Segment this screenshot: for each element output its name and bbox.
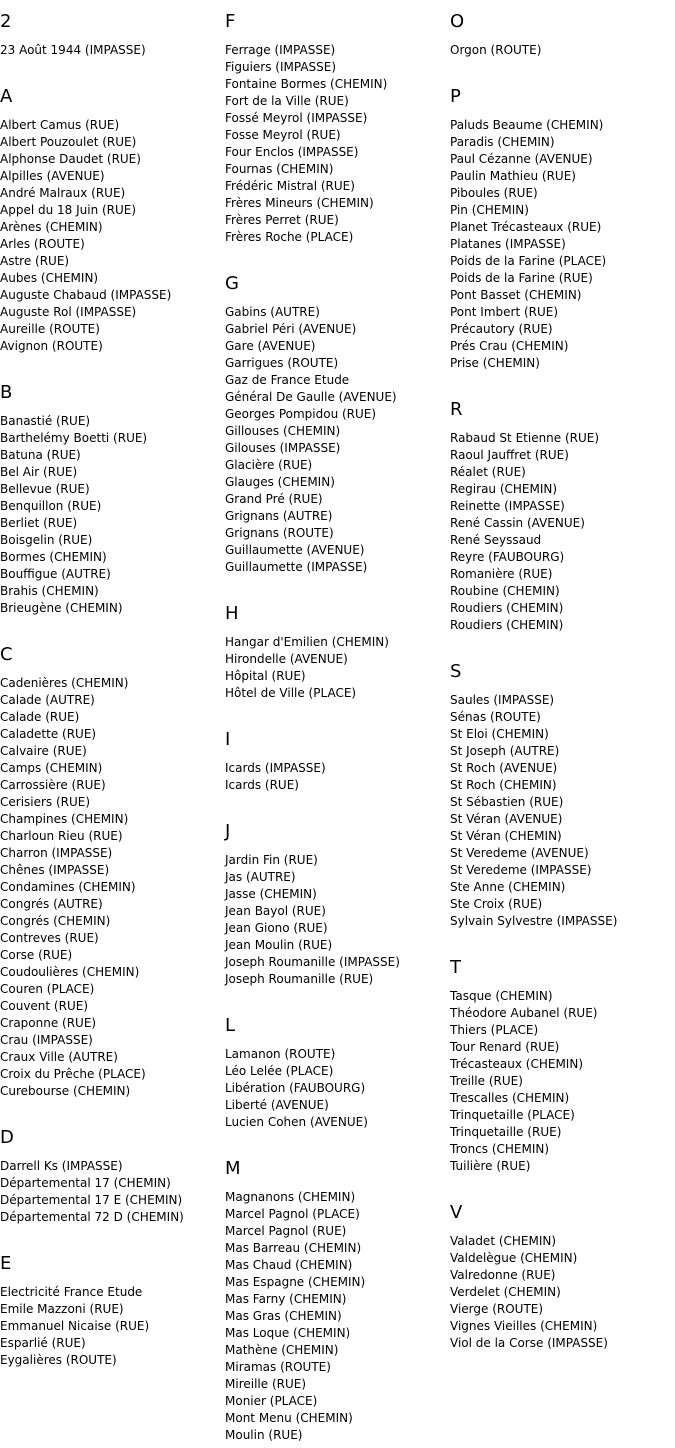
section-spacer bbox=[450, 372, 675, 398]
letter-section bbox=[450, 956, 675, 1175]
section-letter-heading: M bbox=[225, 1158, 241, 1179]
letter-section bbox=[0, 381, 222, 617]
street-entry: Craux Ville (AUTRE) bbox=[0, 1050, 118, 1064]
street-entry: Mas Chaud (CHEMIN) bbox=[225, 1258, 353, 1272]
street-entry: Jean Giono (RUE) bbox=[225, 921, 328, 935]
section-spacer bbox=[450, 930, 675, 956]
street-entry: Poids de la Farine (PLACE) bbox=[450, 254, 607, 268]
street-entry: Hôpital (RUE) bbox=[225, 669, 306, 683]
street-entry: Albert Pouzoulet (RUE) bbox=[0, 135, 137, 149]
street-entry: Jean Moulin (RUE) bbox=[225, 938, 333, 952]
street-entry: Grignans (AUTRE) bbox=[225, 509, 333, 523]
street-entry: Carrossière (RUE) bbox=[0, 778, 106, 792]
street-list bbox=[225, 42, 447, 246]
section-spacer bbox=[225, 246, 447, 272]
street-index-column-1 bbox=[0, 10, 222, 1369]
street-entry: Trinquetaille (PLACE) bbox=[450, 1108, 575, 1122]
street-entry: Lamanon (ROUTE) bbox=[225, 1047, 336, 1061]
street-entry: Astre (RUE) bbox=[0, 254, 70, 268]
section-letter-heading: S bbox=[450, 661, 462, 682]
street-entry: Four Enclos (IMPASSE) bbox=[225, 145, 359, 159]
street-entry: Eygalières (ROUTE) bbox=[0, 1353, 117, 1367]
street-entry: Chênes (IMPASSE) bbox=[0, 863, 110, 877]
street-entry: Mireille (RUE) bbox=[225, 1377, 307, 1391]
section-letter-heading: P bbox=[450, 86, 461, 107]
street-entry: Valredonne (RUE) bbox=[450, 1268, 556, 1282]
street-list bbox=[225, 760, 447, 794]
section-spacer bbox=[225, 988, 447, 1014]
street-entry: St Sébastien (RUE) bbox=[450, 795, 564, 809]
letter-section bbox=[0, 643, 222, 1100]
street-entry: Mas Espagne (CHEMIN) bbox=[225, 1275, 366, 1289]
street-entry: Platanes (IMPASSE) bbox=[450, 237, 566, 251]
section-letter-heading: D bbox=[0, 1127, 14, 1148]
street-entry: Pont Imbert (RUE) bbox=[450, 305, 559, 319]
street-entry: Monier (PLACE) bbox=[225, 1394, 318, 1408]
letter-section bbox=[225, 10, 447, 246]
letter-section bbox=[225, 1157, 447, 1444]
street-entry: Bormes (CHEMIN) bbox=[0, 550, 107, 564]
section-letter-heading: H bbox=[225, 603, 239, 624]
street-entry: Mas Barreau (CHEMIN) bbox=[225, 1241, 362, 1255]
letter-section bbox=[0, 1252, 222, 1369]
street-entry: Ste Anne (CHEMIN) bbox=[450, 880, 566, 894]
street-entry: René Seyssaud bbox=[450, 533, 542, 547]
street-list bbox=[0, 413, 222, 617]
street-entry: Banastié (RUE) bbox=[0, 414, 91, 428]
street-entry: Reinette (IMPASSE) bbox=[450, 499, 565, 513]
street-entry: Esparlié (RUE) bbox=[0, 1336, 86, 1350]
street-list bbox=[225, 634, 447, 702]
street-entry: Général De Gaulle (AVENUE) bbox=[225, 390, 397, 404]
street-list bbox=[0, 675, 222, 1100]
section-spacer bbox=[450, 1175, 675, 1201]
street-list bbox=[225, 1189, 447, 1444]
street-entry: Benquillon (RUE) bbox=[0, 499, 102, 513]
street-list bbox=[450, 988, 675, 1175]
street-entry: Guillaumette (IMPASSE) bbox=[225, 560, 368, 574]
street-list bbox=[450, 1233, 675, 1352]
street-entry: Arles (ROUTE) bbox=[0, 237, 85, 251]
street-entry: Emile Mazzoni (RUE) bbox=[0, 1302, 124, 1316]
street-entry: Précautory (RUE) bbox=[450, 322, 553, 336]
street-entry: Alpilles (AVENUE) bbox=[0, 169, 105, 183]
section-spacer bbox=[450, 59, 675, 85]
section-spacer bbox=[0, 1100, 222, 1126]
street-entry: Avignon (ROUTE) bbox=[0, 339, 103, 353]
street-entry: Georges Pompidou (RUE) bbox=[225, 407, 377, 421]
street-entry: Fontaine Bormes (CHEMIN) bbox=[225, 77, 388, 91]
street-entry: Valadet (CHEMIN) bbox=[450, 1234, 557, 1248]
section-letter-heading: G bbox=[225, 273, 239, 294]
street-entry: Vignes Vieilles (CHEMIN) bbox=[450, 1319, 598, 1333]
street-entry: Tuilière (RUE) bbox=[450, 1159, 531, 1173]
street-entry: Glacière (RUE) bbox=[225, 458, 313, 472]
section-spacer bbox=[225, 576, 447, 602]
section-letter-heading: B bbox=[0, 382, 13, 403]
street-entry: Hirondelle (AVENUE) bbox=[225, 652, 348, 666]
street-entry: Paradis (CHEMIN) bbox=[450, 135, 555, 149]
street-entry: Magnanons (CHEMIN) bbox=[225, 1190, 356, 1204]
street-entry: Ste Croix (RUE) bbox=[450, 897, 543, 911]
street-entry: Cerisiers (RUE) bbox=[0, 795, 91, 809]
street-entry: Champines (CHEMIN) bbox=[0, 812, 129, 826]
street-entry: Regirau (CHEMIN) bbox=[450, 482, 558, 496]
street-entry: Albert Camus (RUE) bbox=[0, 118, 120, 132]
section-letter-heading: C bbox=[0, 644, 13, 665]
street-entry: Guillaumette (AVENUE) bbox=[225, 543, 365, 557]
street-entry: Pin (CHEMIN) bbox=[450, 203, 529, 217]
section-spacer bbox=[225, 1131, 447, 1157]
street-entry: Brieugène (CHEMIN) bbox=[0, 601, 123, 615]
street-entry: Jas (AUTRE) bbox=[225, 870, 296, 884]
street-entry: Mas Farny (CHEMIN) bbox=[225, 1292, 347, 1306]
street-index-column-2 bbox=[225, 10, 447, 1444]
street-entry: Roudiers (CHEMIN) bbox=[450, 601, 564, 615]
section-letter-heading: A bbox=[0, 86, 13, 107]
street-entry: Cadenières (CHEMIN) bbox=[0, 676, 129, 690]
street-list bbox=[225, 1046, 447, 1131]
street-entry: Pont Basset (CHEMIN) bbox=[450, 288, 582, 302]
street-entry: Electricité France Etude bbox=[0, 1285, 143, 1299]
street-entry: Gillouses (CHEMIN) bbox=[225, 424, 341, 438]
street-list bbox=[450, 42, 675, 59]
street-entry: Marcel Pagnol (RUE) bbox=[225, 1224, 347, 1238]
street-entry: René Cassin (AVENUE) bbox=[450, 516, 585, 530]
street-entry: Planet Trécasteaux (RUE) bbox=[450, 220, 602, 234]
street-entry: Charron (IMPASSE) bbox=[0, 846, 113, 860]
street-entry: Coudoulières (CHEMIN) bbox=[0, 965, 140, 979]
street-entry: Mas Gras (CHEMIN) bbox=[225, 1309, 342, 1323]
street-entry: Sylvain Sylvestre (IMPASSE) bbox=[450, 914, 618, 928]
street-entry: Paulin Mathieu (RUE) bbox=[450, 169, 576, 183]
letter-section bbox=[225, 1014, 447, 1131]
street-entry: Frères Roche (PLACE) bbox=[225, 230, 354, 244]
letter-section bbox=[450, 398, 675, 634]
street-entry: Curebourse (CHEMIN) bbox=[0, 1084, 131, 1098]
street-entry: Bel Air (RUE) bbox=[0, 465, 78, 479]
street-entry: Congrés (CHEMIN) bbox=[0, 914, 111, 928]
street-entry: Prise (CHEMIN) bbox=[450, 356, 540, 370]
street-entry: Moulin (RUE) bbox=[225, 1428, 303, 1442]
section-spacer bbox=[0, 617, 222, 643]
street-entry: Paul Cézanne (AVENUE) bbox=[450, 152, 593, 166]
street-entry: Marcel Pagnol (PLACE) bbox=[225, 1207, 360, 1221]
street-entry: Arènes (CHEMIN) bbox=[0, 220, 103, 234]
section-spacer bbox=[0, 59, 222, 85]
street-list bbox=[450, 117, 675, 372]
street-entry: Léo Lelée (PLACE) bbox=[225, 1064, 334, 1078]
section-letter-heading: V bbox=[450, 1202, 463, 1223]
street-entry: Vierge (ROUTE) bbox=[450, 1302, 544, 1316]
street-entry: Glauges (CHEMIN) bbox=[225, 475, 335, 489]
street-entry: Théodore Aubanel (RUE) bbox=[450, 1006, 598, 1020]
street-entry: Tasque (CHEMIN) bbox=[450, 989, 553, 1003]
street-entry: Congrés (AUTRE) bbox=[0, 897, 103, 911]
street-entry: Croix du Prêche (PLACE) bbox=[0, 1067, 146, 1081]
street-list bbox=[0, 42, 222, 59]
street-entry: Raoul Jauffret (RUE) bbox=[450, 448, 569, 462]
section-letter-heading: L bbox=[225, 1015, 236, 1036]
street-entry: Trescalles (CHEMIN) bbox=[450, 1091, 570, 1105]
street-entry: Charloun Rieu (RUE) bbox=[0, 829, 123, 843]
street-entry: Miramas (ROUTE) bbox=[225, 1360, 331, 1374]
street-entry: St Joseph (AUTRE) bbox=[450, 744, 560, 758]
street-entry: Saules (IMPASSE) bbox=[450, 693, 555, 707]
street-entry: Paluds Beaume (CHEMIN) bbox=[450, 118, 604, 132]
section-spacer bbox=[450, 634, 675, 660]
street-entry: Treille (RUE) bbox=[450, 1074, 523, 1088]
street-entry: Roudiers (CHEMIN) bbox=[450, 618, 564, 632]
street-entry: Hangar d'Emilien (CHEMIN) bbox=[225, 635, 389, 649]
section-letter-heading: 2 bbox=[0, 11, 12, 32]
street-entry: Fossé Meyrol (IMPASSE) bbox=[225, 111, 368, 125]
section-spacer bbox=[0, 355, 222, 381]
street-list bbox=[450, 692, 675, 930]
street-list bbox=[0, 1284, 222, 1369]
street-entry: Fort de la Ville (RUE) bbox=[225, 94, 349, 108]
street-entry: Appel du 18 Juin (RUE) bbox=[0, 203, 137, 217]
street-entry: Icards (IMPASSE) bbox=[225, 761, 326, 775]
street-entry: Sénas (ROUTE) bbox=[450, 710, 541, 724]
street-entry: Berliet (RUE) bbox=[0, 516, 78, 530]
street-entry: Couren (PLACE) bbox=[0, 982, 95, 996]
street-entry: Gabins (AUTRE) bbox=[225, 305, 320, 319]
section-letter-heading: T bbox=[450, 957, 461, 978]
street-entry: Frédéric Mistral (RUE) bbox=[225, 179, 355, 193]
street-entry: Hôtel de Ville (PLACE) bbox=[225, 686, 357, 700]
street-entry: Emmanuel Nicaise (RUE) bbox=[0, 1319, 150, 1333]
street-entry: Camps (CHEMIN) bbox=[0, 761, 103, 775]
street-entry: Gabriel Péri (AVENUE) bbox=[225, 322, 357, 336]
street-entry: Départemental 72 D (CHEMIN) bbox=[0, 1210, 184, 1224]
street-entry: Frères Perret (RUE) bbox=[225, 213, 339, 227]
street-entry: Barthelémy Boetti (RUE) bbox=[0, 431, 148, 445]
street-entry: Jardin Fin (RUE) bbox=[225, 853, 318, 867]
street-entry: Darrell Ks (IMPASSE) bbox=[0, 1159, 123, 1173]
street-list bbox=[0, 1158, 222, 1226]
letter-section bbox=[450, 85, 675, 372]
section-spacer bbox=[225, 794, 447, 820]
street-entry: Aubes (CHEMIN) bbox=[0, 271, 99, 285]
street-entry: Couvent (RUE) bbox=[0, 999, 89, 1013]
street-entry: Alphonse Daudet (RUE) bbox=[0, 152, 141, 166]
street-entry: Jasse (CHEMIN) bbox=[225, 887, 317, 901]
street-entry: Départemental 17 (CHEMIN) bbox=[0, 1176, 171, 1190]
street-entry: 23 Août 1944 (IMPASSE) bbox=[0, 43, 146, 57]
street-entry: Garrigues (ROUTE) bbox=[225, 356, 339, 370]
street-entry: Auguste Rol (IMPASSE) bbox=[0, 305, 137, 319]
section-letter-heading: E bbox=[0, 1253, 12, 1274]
letter-section bbox=[450, 660, 675, 930]
letter-section bbox=[225, 820, 447, 988]
street-entry: Calvaire (RUE) bbox=[0, 744, 87, 758]
street-entry: Piboules (RUE) bbox=[450, 186, 538, 200]
section-letter-heading: R bbox=[450, 399, 463, 420]
street-entry: Rabaud St Etienne (RUE) bbox=[450, 431, 600, 445]
street-entry: Reyre (FAUBOURG) bbox=[450, 550, 565, 564]
street-entry: Contreves (RUE) bbox=[0, 931, 99, 945]
street-list bbox=[450, 430, 675, 634]
street-entry: Figuiers (IMPASSE) bbox=[225, 60, 337, 74]
street-list bbox=[225, 852, 447, 988]
letter-section bbox=[0, 10, 222, 59]
street-entry: Liberté (AVENUE) bbox=[225, 1098, 329, 1112]
street-entry: Aureille (ROUTE) bbox=[0, 322, 100, 336]
street-entry: Roubine (CHEMIN) bbox=[450, 584, 560, 598]
section-letter-heading: F bbox=[225, 11, 236, 32]
section-spacer bbox=[0, 1226, 222, 1252]
street-entry: Réalet (RUE) bbox=[450, 465, 526, 479]
street-entry: Grignans (ROUTE) bbox=[225, 526, 334, 540]
letter-section bbox=[225, 272, 447, 576]
street-entry: Calade (AUTRE) bbox=[0, 693, 95, 707]
street-entry: Bouffigue (AUTRE) bbox=[0, 567, 111, 581]
street-entry: Joseph Roumanille (RUE) bbox=[225, 972, 374, 986]
street-entry: Crau (IMPASSE) bbox=[0, 1033, 93, 1047]
street-entry: St Véran (CHEMIN) bbox=[450, 829, 562, 843]
letter-section bbox=[0, 1126, 222, 1226]
street-entry: Gare (AVENUE) bbox=[225, 339, 316, 353]
letter-section bbox=[225, 728, 447, 794]
section-letter-heading: I bbox=[225, 729, 231, 750]
street-entry: Boisgelin (RUE) bbox=[0, 533, 93, 547]
street-entry: Troncs (CHEMIN) bbox=[450, 1142, 550, 1156]
street-entry: Calade (RUE) bbox=[0, 710, 80, 724]
street-entry: Lucien Cohen (AVENUE) bbox=[225, 1115, 368, 1129]
street-entry: Mas Loque (CHEMIN) bbox=[225, 1326, 351, 1340]
street-entry: St Roch (CHEMIN) bbox=[450, 778, 557, 792]
street-entry: Poids de la Farine (RUE) bbox=[450, 271, 593, 285]
street-entry: St Véran (AVENUE) bbox=[450, 812, 563, 826]
street-entry: Tour Renard (RUE) bbox=[450, 1040, 560, 1054]
street-entry: Ferrage (IMPASSE) bbox=[225, 43, 336, 57]
street-entry: Mathène (CHEMIN) bbox=[225, 1343, 339, 1357]
street-list bbox=[225, 304, 447, 576]
street-entry: Gaz de France Etude bbox=[225, 373, 350, 387]
street-list bbox=[0, 117, 222, 355]
street-entry: Craponne (RUE) bbox=[0, 1016, 97, 1030]
street-entry: Caladette (RUE) bbox=[0, 727, 97, 741]
street-entry: Batuna (RUE) bbox=[0, 448, 81, 462]
section-letter-heading: J bbox=[225, 821, 231, 842]
street-entry: Romanière (RUE) bbox=[450, 567, 553, 581]
street-entry: Corse (RUE) bbox=[0, 948, 73, 962]
street-index-column-3 bbox=[450, 10, 675, 1352]
street-entry: Grand Pré (RUE) bbox=[225, 492, 323, 506]
street-entry: Prés Crau (CHEMIN) bbox=[450, 339, 569, 353]
street-entry: St Veredeme (AVENUE) bbox=[450, 846, 589, 860]
street-entry: Brahis (CHEMIN) bbox=[0, 584, 99, 598]
street-entry: Trécasteaux (CHEMIN) bbox=[450, 1057, 584, 1071]
street-entry: Libération (FAUBOURG) bbox=[225, 1081, 366, 1095]
street-entry: André Malraux (RUE) bbox=[0, 186, 126, 200]
letter-section bbox=[450, 10, 675, 59]
street-entry: Trinquetaille (RUE) bbox=[450, 1125, 562, 1139]
street-entry: Frères Mineurs (CHEMIN) bbox=[225, 196, 374, 210]
street-entry: Mont Menu (CHEMIN) bbox=[225, 1411, 353, 1425]
letter-section bbox=[225, 602, 447, 702]
street-entry: Verdelet (CHEMIN) bbox=[450, 1285, 561, 1299]
street-entry: Valdelègue (CHEMIN) bbox=[450, 1251, 578, 1265]
street-entry: Gilouses (IMPASSE) bbox=[225, 441, 341, 455]
street-entry: Icards (RUE) bbox=[225, 778, 299, 792]
section-letter-heading: O bbox=[450, 11, 465, 32]
street-entry: Joseph Roumanille (IMPASSE) bbox=[225, 955, 400, 969]
letter-section bbox=[450, 1201, 675, 1352]
section-spacer bbox=[225, 702, 447, 728]
letter-section bbox=[0, 85, 222, 355]
street-entry: Viol de la Corse (IMPASSE) bbox=[450, 1336, 608, 1350]
street-entry: St Eloi (CHEMIN) bbox=[450, 727, 549, 741]
street-entry: Fournas (CHEMIN) bbox=[225, 162, 334, 176]
street-entry: Thiers (PLACE) bbox=[450, 1023, 539, 1037]
street-entry: Jean Bayol (RUE) bbox=[225, 904, 326, 918]
street-entry: Auguste Chabaud (IMPASSE) bbox=[0, 288, 172, 302]
street-entry: Départemental 17 E (CHEMIN) bbox=[0, 1193, 183, 1207]
street-entry: Fosse Meyrol (RUE) bbox=[225, 128, 341, 142]
street-entry: St Roch (AVENUE) bbox=[450, 761, 558, 775]
street-entry: Bellevue (RUE) bbox=[0, 482, 90, 496]
street-entry: Condamines (CHEMIN) bbox=[0, 880, 136, 894]
street-entry: St Veredeme (IMPASSE) bbox=[450, 863, 592, 877]
street-entry: Orgon (ROUTE) bbox=[450, 43, 542, 57]
